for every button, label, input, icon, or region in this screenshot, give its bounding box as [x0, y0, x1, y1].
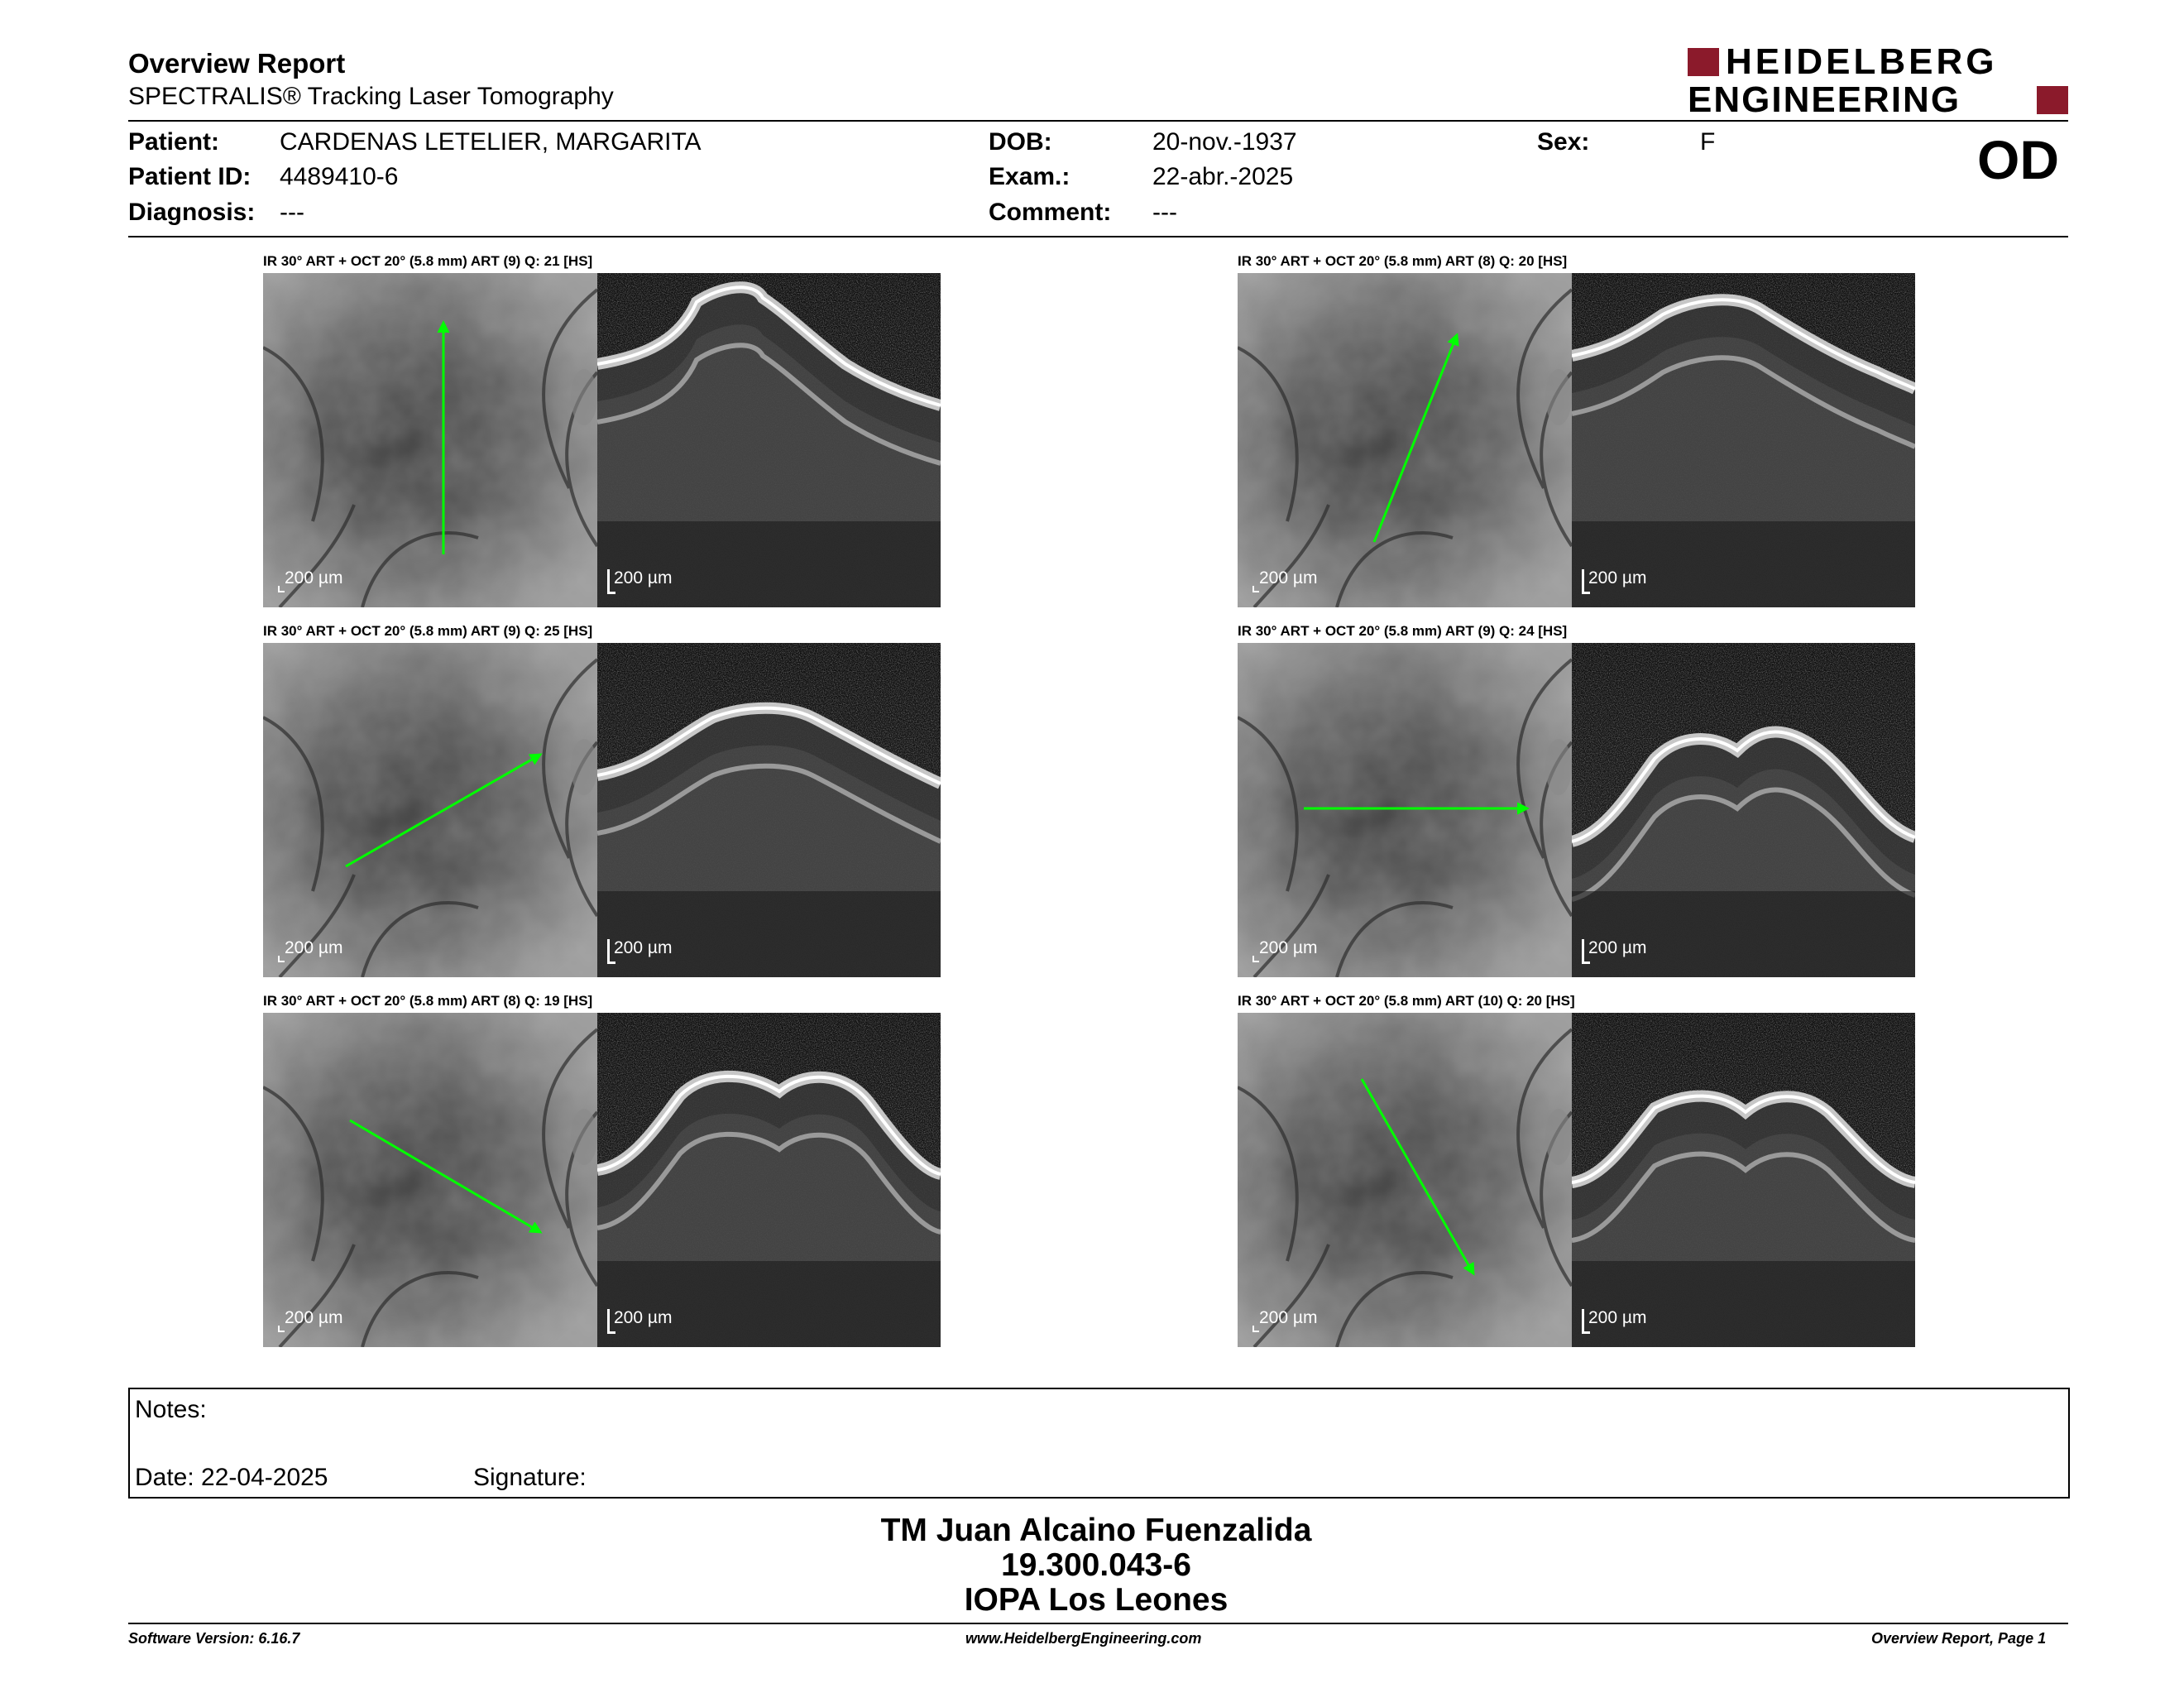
- oct-scale-bar: [1582, 569, 1584, 594]
- oct-scale-bar: [607, 1309, 610, 1334]
- fundus-image[interactable]: [1238, 1013, 1572, 1347]
- notes-box: [128, 1388, 2070, 1499]
- patient-id-label: Patient ID:: [128, 163, 251, 190]
- panel-title: IR 30° ART + OCT 20° (5.8 mm) ART (9) Q: 21 [HS]: [263, 253, 593, 269]
- diagnosis-label: Diagnosis:: [128, 199, 256, 226]
- oct-scale-bar-horizontal: [607, 1331, 615, 1334]
- report-subtitle: SPECTRALIS® Tracking Laser Tomography: [128, 83, 614, 110]
- oct-scale-bar: [1582, 1309, 1584, 1334]
- fundus-scale-bar-horizontal: [1252, 961, 1259, 962]
- heidelberg-logo: [1688, 43, 2068, 119]
- patient-divider: [128, 236, 2068, 237]
- notes-label: Notes:: [135, 1396, 207, 1423]
- fundus-scale-bar-horizontal: [1252, 1331, 1259, 1332]
- oct-scale-bar-horizontal: [1582, 592, 1590, 594]
- fundus-scale-label: 200 µm: [1259, 568, 1318, 587]
- diagnosis-value: ---: [280, 199, 304, 226]
- fundus-scale-label: 200 µm: [285, 1308, 343, 1327]
- website-link[interactable]: www.HeidelbergEngineering.com: [965, 1630, 1202, 1647]
- report-title: Overview Report: [128, 48, 346, 79]
- logo-line-engineering: ENGINEERING: [1688, 79, 1961, 120]
- oct-bscan-image[interactable]: [597, 643, 941, 977]
- comment-value: ---: [1152, 199, 1177, 226]
- oct-scale-bar-horizontal: [1582, 1331, 1590, 1334]
- oct-scale-bar-horizontal: [607, 592, 615, 594]
- fundus-scale-label: 200 µm: [1259, 1308, 1318, 1327]
- logo-red-square-right: [2037, 86, 2068, 114]
- oct-scale-label: 200 µm: [1588, 568, 1647, 587]
- page-indicator: Overview Report, Page 1: [1871, 1630, 2047, 1647]
- comment-label: Comment:: [989, 199, 1112, 226]
- software-version: Software Version: 6.16.7: [128, 1630, 300, 1647]
- patient-label: Patient:: [128, 128, 220, 156]
- dob-value: 20-nov.-1937: [1152, 128, 1297, 156]
- oct-scale-bar: [1582, 939, 1584, 964]
- logo-red-square-left: [1688, 48, 1719, 76]
- oct-scale-bar-horizontal: [607, 961, 615, 964]
- dob-label: DOB:: [989, 128, 1052, 156]
- fundus-scale-bar-horizontal: [1252, 591, 1259, 592]
- fundus-image[interactable]: [1238, 273, 1572, 607]
- header-divider: [128, 120, 2068, 122]
- oct-scale-label: 200 µm: [614, 1308, 673, 1327]
- logo-line-heidelberg: HEIDELBERG: [1726, 41, 1998, 82]
- panel-title: IR 30° ART + OCT 20° (5.8 mm) ART (8) Q: 19 [HS]: [263, 993, 593, 1009]
- fundus-image[interactable]: [1238, 643, 1572, 977]
- patient-id: 4489410-6: [280, 163, 399, 190]
- oct-scale-bar: [607, 569, 610, 594]
- oct-scale-label: 200 µm: [1588, 938, 1647, 957]
- fundus-scale-bar-horizontal: [278, 591, 285, 592]
- oct-scale-label: 200 µm: [614, 568, 673, 587]
- fundus-scale-bar-horizontal: [278, 1331, 285, 1332]
- panel-title: IR 30° ART + OCT 20° (5.8 mm) ART (9) Q: 24 [HS]: [1238, 623, 1568, 639]
- signer-name: TM Juan Alcaino Fuenzalida: [880, 1513, 1312, 1548]
- fundus-scale-label: 200 µm: [285, 568, 343, 587]
- sex-value: F: [1700, 128, 1716, 156]
- sex-label: Sex:: [1537, 128, 1590, 156]
- eye-indicator: OD: [1977, 129, 2059, 190]
- fundus-image[interactable]: [263, 273, 597, 607]
- oct-bscan-image[interactable]: [1572, 273, 1915, 607]
- fundus-scale-bar-horizontal: [278, 961, 285, 962]
- signer-institution: IOPA Los Leones: [964, 1582, 1228, 1618]
- notes-date: Date: 22-04-2025: [135, 1464, 328, 1491]
- fundus-scale-label: 200 µm: [285, 938, 343, 957]
- oct-scale-bar-horizontal: [1582, 961, 1590, 964]
- panel-title: IR 30° ART + OCT 20° (5.8 mm) ART (8) Q: 20 [HS]: [1238, 253, 1568, 269]
- oct-scale-label: 200 µm: [1588, 1308, 1647, 1327]
- patient-name: CARDENAS LETELIER, MARGARITA: [280, 128, 702, 156]
- exam-value: 22-abr.-2025: [1152, 163, 1294, 190]
- signer-id: 19.300.043-6: [1001, 1547, 1191, 1583]
- exam-label: Exam.:: [989, 163, 1070, 190]
- panel-title: IR 30° ART + OCT 20° (5.8 mm) ART (10) Q: 20 [HS]: [1238, 993, 1575, 1009]
- oct-bscan-image[interactable]: [597, 1013, 941, 1347]
- oct-bscan-image[interactable]: [1572, 1013, 1915, 1347]
- signature-label: Signature:: [473, 1464, 587, 1491]
- fundus-image[interactable]: [263, 643, 597, 977]
- panel-title: IR 30° ART + OCT 20° (5.8 mm) ART (9) Q: 25 [HS]: [263, 623, 593, 639]
- fundus-scale-label: 200 µm: [1259, 938, 1318, 957]
- footer-divider: [128, 1623, 2068, 1624]
- oct-scale-label: 200 µm: [614, 938, 673, 957]
- oct-bscan-image[interactable]: [597, 273, 941, 607]
- oct-scale-bar: [607, 939, 610, 964]
- oct-bscan-image[interactable]: [1572, 643, 1915, 977]
- fundus-image[interactable]: [263, 1013, 597, 1347]
